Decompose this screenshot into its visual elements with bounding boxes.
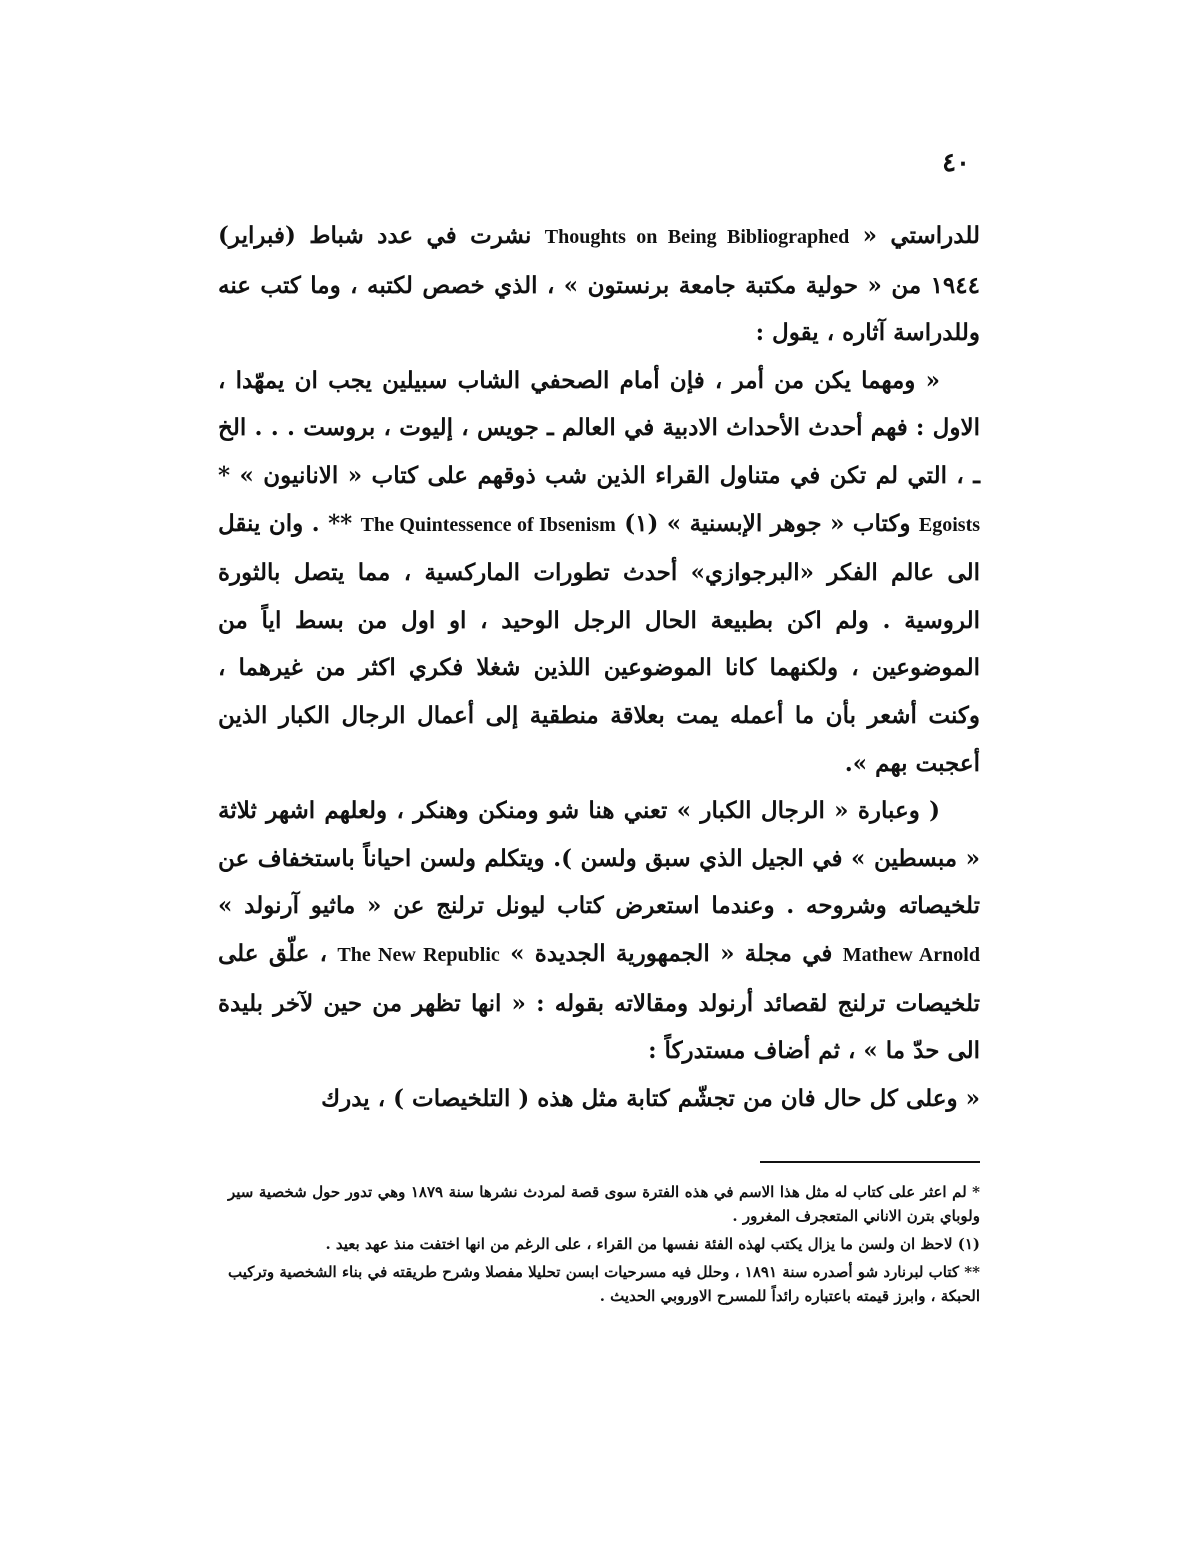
paragraph-3-before: ( وعبارة « الرجال الكبار » تعني هنا شو ومنكن وهنكر ، ولعلهم اشهر ثلاثة « مبسطين » في الجيل الذي سبق ولسن ). ويتكلم ولسن احياناً باستخفاف عن تلخيصاته وشروحه . وعندما استعرض كتاب ليونل ترلنج عن « ماثيو آرنولد » xyxy=(218,797,980,920)
body-text xyxy=(218,212,980,1122)
paragraph-4-text: « وعلى كل حال فان من تجشّم كتابة مثل هذه ( التلخيصات ) ، يدرك xyxy=(321,1084,980,1112)
footnote-1: (١) لاحظ ان ولسن ما يزال يكتب لهذه الفئة نفسها من القراء ، على الرغم من انها اختفت منذ عهد بعيد . xyxy=(325,1235,980,1253)
page-number: ٤٠ xyxy=(942,148,970,178)
paragraph-4 xyxy=(218,1075,980,1123)
paragraph-2-mid: وكتاب « جوهر الإبسنية » (١) xyxy=(615,509,919,537)
footnote-divider xyxy=(760,1161,980,1163)
paragraph-3-mid: في مجلة « الجمهورية الجديدة » xyxy=(499,939,843,967)
paragraph-3 xyxy=(218,787,980,1075)
footnote-quintessence: ** كتاب لبرنارد شو أصدره سنة ١٨٩١ ، وحلل فيه مسرحيات ابسن تحليلا مفصلا وشرح طريقته في بناء الشخصية وتركيب الحبكة ، وابرز قيمته باعتباره رائداً للمسرح الاوروبي الحديث . xyxy=(228,1263,980,1305)
footnotes xyxy=(228,1180,980,1312)
paragraph-1-after: نشرت في عدد شباط (فبراير) ١٩٤٤ من « حولية مكتبة جامعة برنستون » ، الذي خصص لكتبه ، وما كتب عنه وللدراسة آثاره ، يقول : xyxy=(218,222,980,347)
paragraph-2-text: « ومهما يكن من أمر ، فإن أمام الصحفي الشاب سبيلين يجب ان يمهّدا ، الاول : فهم أحدث الأحداث الادبية في العالم ـ جويس ، إليوت ، بروست . . . الخ ـ ، التي لم تكن في متناول القراء الذين شب ذوقهم على كتاب « الانانيون » * xyxy=(218,366,980,489)
paragraph-3-after: ، علّق على تلخيصات ترلنج لقصائد أرنولد ومقالاته بقوله : « انها تظهر من حين لآخر بليدة الى حدّ ما » ، ثم أضاف مستدركاً : xyxy=(218,939,980,1065)
english-title-new-republic: The New Republic xyxy=(337,943,500,966)
paragraph-1-before: للدراستي « xyxy=(849,222,980,249)
english-title-quintessence: The Quintessence of Ibsenism xyxy=(360,513,616,536)
paragraph-2-after: ** . وان ينقل الى عالم الفكر «البرجوازي» أحدث تطورات الماركسية ، مما يتصل بالثورة الروسية . ولم اكن بطبيعة الحال الرجل الوحيد ، او اول من بسط اياً من الموضوعين ، ولكنهما كانا الموضوعين اللذين شغلا فكري اكثر من غيرهما ، وكنت أشعر بأن ما أعمله يمت بعلاقة منطقية إلى أعمال الرجال الكبار الذين أعجبت بهم ». xyxy=(218,509,980,777)
english-title-mathew-arnold: Mathew Arnold xyxy=(842,943,980,966)
english-title-egoists: Egoists xyxy=(918,513,981,536)
paragraph-1 xyxy=(218,212,980,357)
paragraph-2 xyxy=(218,357,980,787)
footnote-egoists: * لم اعثر على كتاب له مثل هذا الاسم في هذه الفترة سوى قصة لمردث نشرها سنة ١٨٧٩ وهي تدور حول شخصية سير ولوباي بترن الاناني المتعجرف المغرور . xyxy=(228,1183,981,1225)
english-title-thoughts: Thoughts on Being Bibliographed xyxy=(544,226,850,248)
